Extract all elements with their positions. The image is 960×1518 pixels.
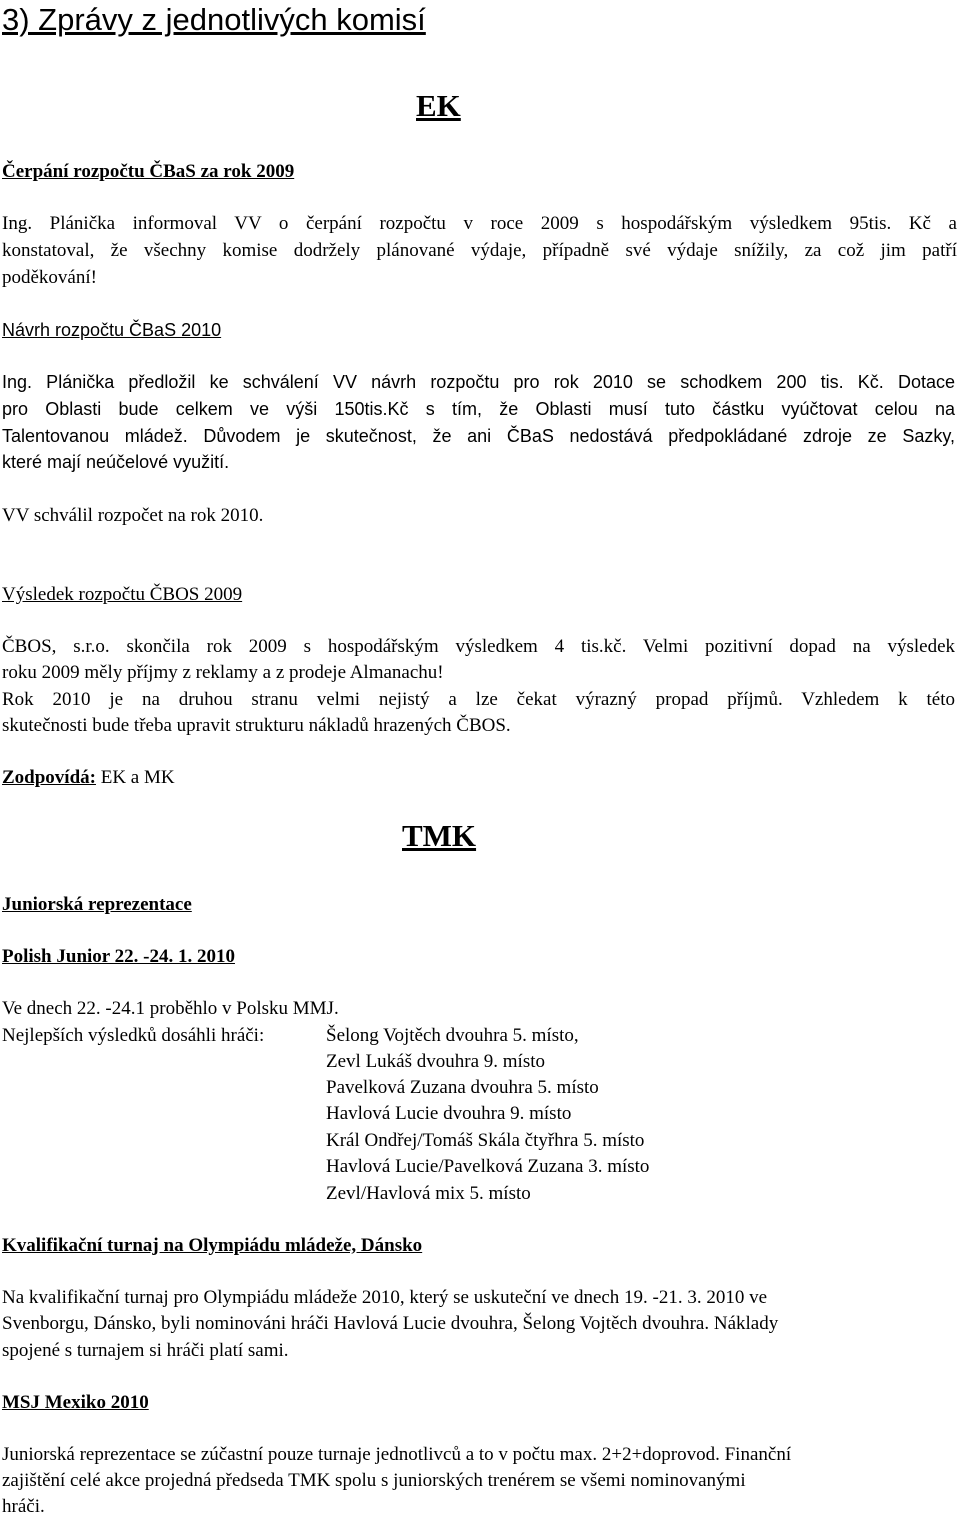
subheading-junior-team: Juniorská reprezentace <box>2 894 192 915</box>
result-item: Šelong Vojtěch dvouhra 5. místo, <box>326 1025 579 1046</box>
subheading-msj-mexico: MSJ Mexiko 2010 <box>2 1392 149 1413</box>
paragraph-line: které mají neúčelové využití. <box>2 452 230 472</box>
paragraph-line: Talentovanou mládež. Důvodem je skutečnost, že ani ČBaS nedostává předpokládané zdroje ze Sazky, <box>2 426 955 446</box>
paragraph-line: hráči. <box>2 1496 45 1517</box>
approval-note: VV schválil rozpočet na rok 2010. <box>2 505 264 526</box>
responsibility-value: EK a MK <box>95 767 175 788</box>
results-label: Nejlepších výsledků dosáhli hráči: <box>2 1025 265 1046</box>
paragraph-line: skutečnosti bude třeba upravit strukturu nákladů hrazených ČBOS. <box>2 715 511 736</box>
paragraph-line: Na kvalifikační turnaj pro Olympiádu mládeže 2010, který se uskuteční ve dnech 19. -21. 3. 2010 ve <box>2 1287 768 1308</box>
paragraph-line: konstatoval, že všechny komise dodržely plánované výdaje, případně své výdaje snížily, za což jim patří <box>2 240 957 261</box>
result-item: Havlová Lucie dvouhra 9. místo <box>326 1103 572 1124</box>
subheading-olympic-qualifier: Kvalifikační turnaj na Olympiádu mládeže, Dánsko <box>2 1235 423 1256</box>
responsibility-line <box>2 767 175 789</box>
section-heading-tmk: TMK <box>402 818 477 853</box>
result-item: Král Ondřej/Tomáš Skála čtyřhra 5. místo <box>326 1130 645 1151</box>
paragraph-line: roku 2009 měly příjmy z reklamy a z prodeje Almanachu! <box>2 662 444 683</box>
paragraph-line: Svenborgu, Dánsko, byli nominováni hráči Havlová Lucie dvouhra, Šelong Vojtěch dvouhra. Náklady <box>2 1313 779 1334</box>
subheading-polish-junior: Polish Junior 22. -24. 1. 2010 <box>2 946 235 967</box>
paragraph-line: Ing. Plánička předložil ke schválení VV návrh rozpočtu pro rok 2010 se schodkem 200 tis. Kč. Dotace <box>2 372 955 392</box>
responsibility-label: Zodpovídá: <box>2 767 96 788</box>
subheading-budget-proposal-2010: Návrh rozpočtu ČBaS 2010 <box>2 320 222 340</box>
result-item: Zevl/Havlová mix 5. místo <box>326 1183 531 1204</box>
section-heading-ek: EK <box>416 88 461 123</box>
paragraph-line: ČBOS, s.r.o. skončila rok 2009 s hospodářským výsledkem 4 tis.kč. Velmi pozitivní dopad na výsledek <box>2 636 955 657</box>
paragraph-line: Ve dnech 22. -24.1 proběhlo v Polsku MMJ. <box>2 998 339 1019</box>
paragraph-line: Juniorská reprezentace se zúčastní pouze turnaje jednotlivců a to v počtu max. 2+2+doprovod. Finanční <box>2 1444 792 1465</box>
subheading-cbos-result-2009: Výsledek rozpočtu ČBOS 2009 <box>2 584 243 605</box>
paragraph-line: poděkování! <box>2 267 97 288</box>
paragraph-line: zajištění celé akce projedná předseda TMK spolu s juniorských trenérem se všemi nominovanými <box>2 1470 746 1491</box>
result-item: Havlová Lucie/Pavelková Zuzana 3. místo <box>326 1156 650 1177</box>
paragraph-line: spojené s turnajem si hráči platí sami. <box>2 1340 289 1361</box>
page-title: 3) Zprávy z jednotlivých komisí <box>2 2 426 37</box>
result-item: Zevl Lukáš dvouhra 9. místo <box>326 1051 545 1072</box>
paragraph-line: pro Oblasti bude celkem ve výši 150tis.Kč s tím, že Oblasti musí tuto částku vyúčtovat celou na <box>2 399 955 419</box>
subheading-budget-2009: Čerpání rozpočtu ČBaS za rok 2009 <box>2 161 295 182</box>
result-item: Pavelková Zuzana dvouhra 5. místo <box>326 1077 599 1098</box>
paragraph-line: Rok 2010 je na druhou stranu velmi nejistý a lze čekat výrazný propad příjmů. Vzhledem k této <box>2 689 955 710</box>
paragraph-line: Ing. Plánička informoval VV o čerpání rozpočtu v roce 2009 s hospodářským výsledkem 95tis. Kč a <box>2 213 957 234</box>
